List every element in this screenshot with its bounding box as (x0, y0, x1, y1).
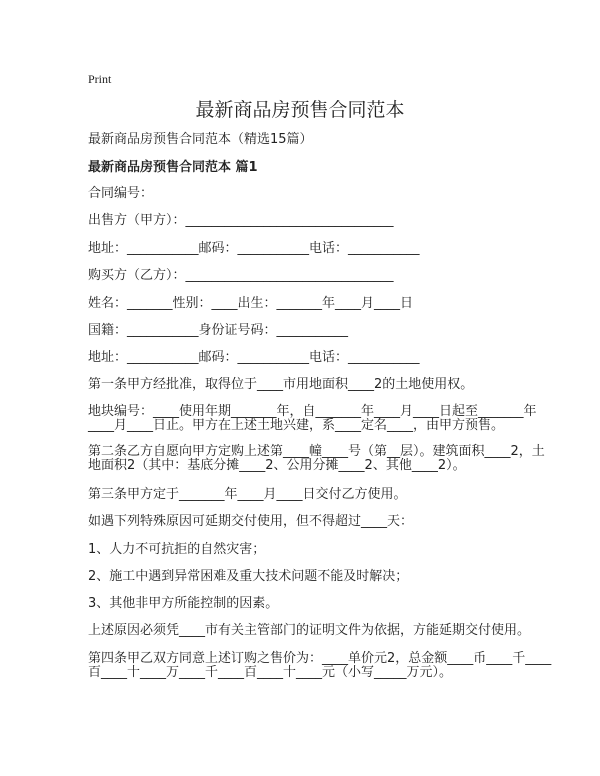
buyer-nationality-line: 国籍：___________身份证号码：___________ (88, 323, 349, 338)
buyer-name-line: 姓名：_______性别：____出生：_______年____月____日 (88, 296, 414, 311)
article-3: 第三条甲方定于_______年____月____日交付乙方使用。 (88, 487, 407, 502)
delay-reason-1: 1、人力不可抗拒的自然灾害； (88, 542, 266, 557)
document-subtitle: 最新商品房预售合同范本（精选15篇） (88, 132, 313, 147)
article-2-line-1: 第二条乙方自愿向甲方定购上述第____幢____号（第__层）。建筑面积____2，土 (88, 444, 545, 459)
delay-proof-clause: 上述原因必须凭____市有关主管部门的证明文件为依据，方能延期交付使用。 (88, 623, 531, 638)
buyer-address-line: 地址：___________邮码：___________电话：___________ (88, 350, 420, 365)
delay-reason-3: 3、其他非甲方所能控制的因素。 (88, 596, 279, 611)
contract-number-line: 合同编号： (88, 186, 154, 201)
seller-address-line: 地址：___________邮码：___________电话：___________ (88, 241, 420, 256)
section-heading: 最新商品房预售合同范本 篇1 (88, 160, 258, 175)
page-title: 最新商品房预售合同范本 (195, 99, 405, 121)
print-link[interactable]: Print (88, 72, 112, 86)
delay-clause: 如遇下列特殊原因可延期交付使用，但不得超过____天： (88, 514, 414, 529)
land-info-line-2: ____月____日止。甲方在上述土地兴建，系____定名____，由甲方预售。 (88, 418, 505, 433)
article-1: 第一条甲方经批准，取得位于____市用地面积____2的土地使用权。 (88, 377, 474, 392)
buyer-line: 购买方（乙方）：________________________________ (88, 268, 394, 283)
seller-line: 出售方（甲方）：________________________________ (88, 213, 394, 228)
article-4-line-2: 百____十____万____千____百____十____元（小写_____万元）。 (88, 665, 453, 680)
delay-reason-2: 2、施工中遇到异常困难及重大技术问题不能及时解决； (88, 569, 409, 584)
article-4-line-1: 第四条甲乙双方同意上述订购之售价为：____单价元2，总金额____币____千____ (88, 651, 552, 666)
article-2-line-2: 地面积2（其中：基底分摊____2、公用分摊____2、其他____2）。 (88, 458, 466, 473)
land-info-line-1: 地块编号：____使用年期_______年，自_______年____月____日起至_______年 (88, 404, 537, 419)
